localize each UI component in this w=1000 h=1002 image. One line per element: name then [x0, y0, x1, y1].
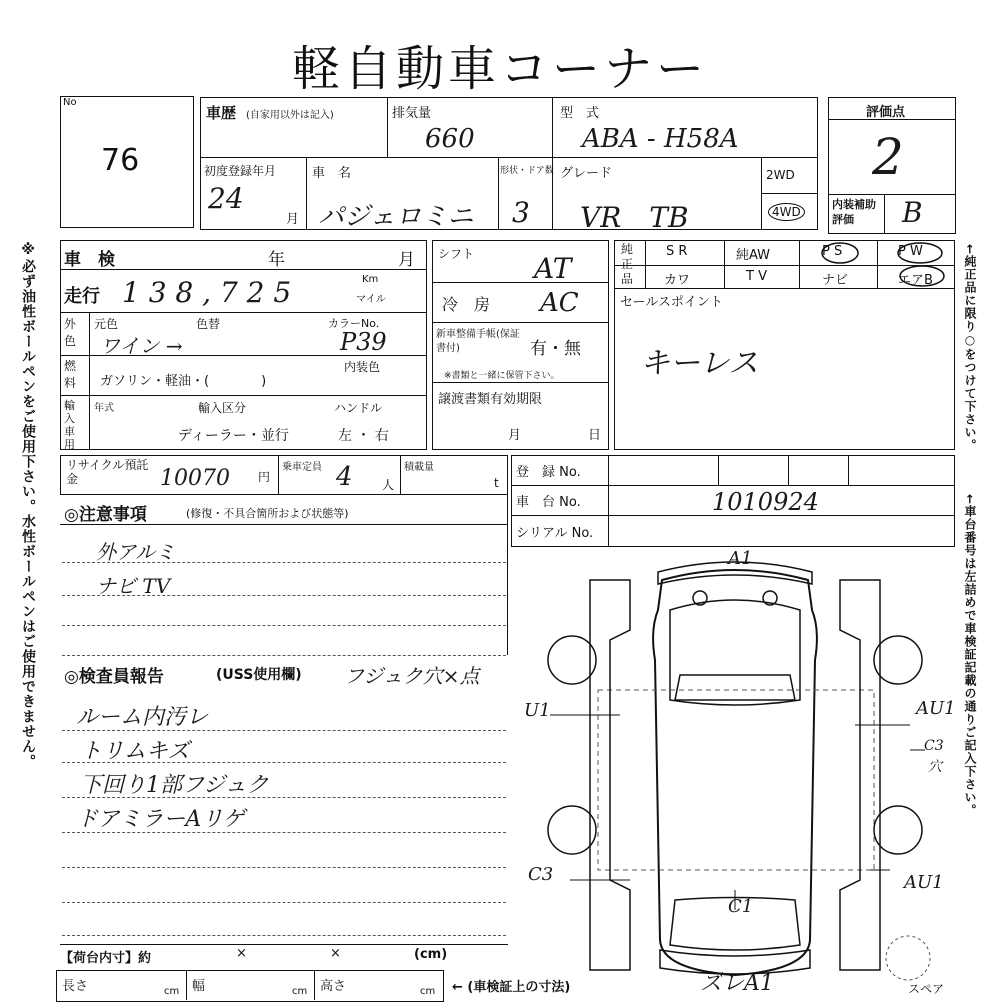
- ac-label: 冷 房: [442, 295, 491, 314]
- interior-color-label: 内装色: [344, 360, 381, 374]
- wheel-rear-left: [548, 806, 596, 854]
- score-label: 評価点: [866, 105, 906, 120]
- transfer-day: 日: [588, 428, 602, 443]
- handle-value: 左 ・ 右: [338, 428, 389, 444]
- note-line-1: 外アルミ: [96, 540, 176, 564]
- interior-area: [598, 690, 874, 870]
- page-title: 軽自動車コーナー: [291, 41, 708, 97]
- color-side-label: 外色: [64, 317, 77, 348]
- dims-width-label: 幅: [192, 979, 206, 994]
- sales-point-value: キーレス: [640, 346, 759, 381]
- wheel-front-right: [874, 636, 922, 684]
- color-change-label: 色替: [196, 317, 221, 331]
- lot-box: [60, 96, 194, 228]
- shift-label: シフト: [438, 247, 475, 261]
- recycle-unit: 円: [258, 470, 271, 484]
- inspector-line-4: ドアミラーAリゲ: [76, 807, 245, 832]
- dims-height-cm: cm: [420, 986, 436, 997]
- color-orig-value: ワイン →: [100, 334, 183, 358]
- shift-value: AT: [534, 252, 572, 285]
- option-ps: P S: [822, 244, 843, 259]
- mark-u1: U1: [524, 700, 551, 721]
- inspection-year: 年: [268, 250, 285, 270]
- cargo-unit: (cm): [414, 947, 448, 962]
- option-circles: [810, 240, 955, 288]
- side-note-right-2: ←車台番号は左詰めで車検証記載の通りご記入下さい。: [963, 494, 977, 818]
- cargo-label: 【荷台内寸】約: [60, 951, 152, 966]
- mileage-label: 走行: [64, 286, 100, 307]
- mark-au1-rear: AU1: [904, 872, 944, 893]
- transfer-month: 月: [508, 428, 522, 443]
- mark-au1-right: AU1: [916, 698, 956, 719]
- notes-label: ◎注意事項: [64, 505, 147, 525]
- lot-number: 76: [101, 143, 140, 178]
- reg-no-label: 登 録 No.: [516, 465, 581, 480]
- import-year-label: 年式: [94, 403, 114, 414]
- load-label: 積載量: [404, 462, 434, 473]
- color-code-label: カラーNo.: [328, 317, 380, 330]
- recycle-label: リサイクル預託金: [66, 458, 149, 486]
- drive-4wd-circled: 4WD: [768, 203, 805, 221]
- history-label: 車歴: [206, 104, 237, 122]
- inspector-extra: フジュク穴×点: [344, 664, 480, 688]
- spare-tire: [886, 936, 930, 980]
- grade-label: グレード: [560, 166, 613, 181]
- import-category-label: 輸入区分: [198, 401, 247, 415]
- interior-score-value: B: [902, 196, 923, 229]
- doors-value: 3: [512, 196, 530, 229]
- inspector-line-2: トリムキズ: [80, 739, 190, 764]
- recycle-value: 10070: [160, 466, 230, 491]
- displacement-label: 排気量: [392, 106, 432, 121]
- wheel-front-left: [548, 636, 596, 684]
- inspector-sub: (USS使用欄): [216, 667, 302, 683]
- inspection-month: 月: [398, 250, 415, 270]
- dims-length-cm: cm: [164, 986, 180, 997]
- lot-no-label: No: [63, 97, 77, 108]
- mileage-value: 1 3 8 , 7 2 5: [122, 276, 292, 309]
- option-navi: ナビ: [822, 273, 849, 288]
- inspector-label: ◎検査員報告: [64, 667, 164, 687]
- mileage-unit-mile: マイル: [356, 294, 386, 305]
- load-unit: t: [494, 476, 499, 490]
- drive-2wd: 2WD: [766, 168, 795, 182]
- option-tv: T V: [746, 269, 767, 284]
- option-airbag: エアB: [898, 273, 933, 288]
- left-side-panel: [590, 580, 630, 970]
- circle-pw: [898, 243, 942, 263]
- history-note: (自家用以外は記入): [246, 110, 334, 121]
- first-reg-month-label: 月: [286, 212, 300, 227]
- capacity-value: 4: [336, 462, 353, 492]
- inspector-line-1: ルーム内汚レ: [76, 705, 209, 730]
- dims-note: ← (車検証上の寸法): [452, 980, 571, 995]
- mark-hole: 穴: [928, 759, 942, 775]
- model-label: 型 式: [560, 106, 600, 121]
- color-code-value: P39: [340, 328, 387, 356]
- manual-value: 有・無: [530, 339, 581, 359]
- roof-outline: [670, 600, 800, 705]
- inspector-line-3: 下回り1部フジュク: [80, 773, 269, 798]
- side-note-right-1: ←純正品に限り○をつけて下さい。: [963, 244, 977, 453]
- circle-ps: [822, 243, 858, 263]
- side-note-left: ※必ず油性ボールペンをご使用下さい。水性ボールペンはご使用できません。: [20, 242, 36, 769]
- transfer-label: 譲渡書類有効期限: [438, 392, 543, 407]
- fuel-side-label: 燃料: [64, 359, 77, 390]
- car-name-value: パジェロミニ: [318, 202, 474, 232]
- circle-airbag: [900, 266, 944, 286]
- inspection-label: 車 検: [64, 250, 115, 270]
- ac-value: AC: [540, 288, 579, 318]
- handle-label: ハンドル: [334, 401, 383, 415]
- interior-score-label: 内装補助評価: [832, 198, 876, 226]
- option-pw: P W: [898, 244, 923, 259]
- car-name-label: 車 名: [312, 166, 352, 181]
- displacement-value: 660: [425, 124, 475, 154]
- dims-height-label: 高さ: [320, 979, 347, 994]
- grade-value: VR TB: [580, 201, 689, 234]
- color-orig-label: 元色: [94, 317, 119, 331]
- wheel-rear-right: [874, 806, 922, 854]
- notes-sub: (修復・不具合箇所および状態等): [186, 507, 349, 520]
- dims-box: [56, 970, 444, 1002]
- doors-label: 形状・ドア数: [500, 166, 554, 176]
- serial-no-label: シリアル No.: [516, 526, 594, 541]
- import-category-value: ディーラー・並行: [178, 428, 289, 444]
- model-value: ABA - H58A: [582, 124, 739, 154]
- options-side-label: 純正品: [621, 242, 634, 286]
- option-aw: 純AW: [736, 248, 771, 263]
- mark-c3-right: C3: [924, 738, 944, 754]
- cargo-x2: ×: [330, 946, 341, 961]
- spare-label: スペア: [908, 982, 945, 996]
- dims-length-label: 長さ: [62, 979, 89, 994]
- option-sr: S R: [666, 244, 688, 259]
- fuel-options: ガソリン・軽油・( ): [100, 374, 267, 389]
- mark-c1: C1: [728, 896, 754, 917]
- chassis-no-label: 車 台 No.: [516, 495, 581, 510]
- mark-a1-top: A1: [728, 548, 753, 569]
- sales-point-label: セールスポイント: [620, 295, 723, 310]
- manual-note: ※書類と一緒に保管下さい。: [444, 371, 560, 381]
- score-value: 2: [872, 128, 904, 186]
- chassis-no-value: 1010924: [712, 488, 819, 516]
- mileage-unit-km: Km: [362, 274, 379, 285]
- option-leather: カワ: [664, 273, 691, 288]
- capacity-unit: 人: [382, 478, 395, 492]
- first-reg-year: 24: [208, 182, 244, 215]
- cargo-x1: ×: [236, 946, 247, 961]
- first-reg-label: 初度登録年月: [204, 164, 277, 178]
- note-line-2: ナビ TV: [96, 574, 171, 598]
- mark-c3-left: C3: [528, 864, 554, 885]
- capacity-label: 乗車定員: [282, 462, 322, 473]
- car-damage-diagram: [510, 550, 960, 1000]
- mark-bottom: ズレA1: [700, 971, 774, 996]
- dims-width-cm: cm: [292, 986, 308, 997]
- import-side-label: 輸入車用: [64, 399, 75, 451]
- sunroof: [675, 675, 795, 700]
- manual-label: 新車整備手帳(保証書付): [436, 329, 520, 354]
